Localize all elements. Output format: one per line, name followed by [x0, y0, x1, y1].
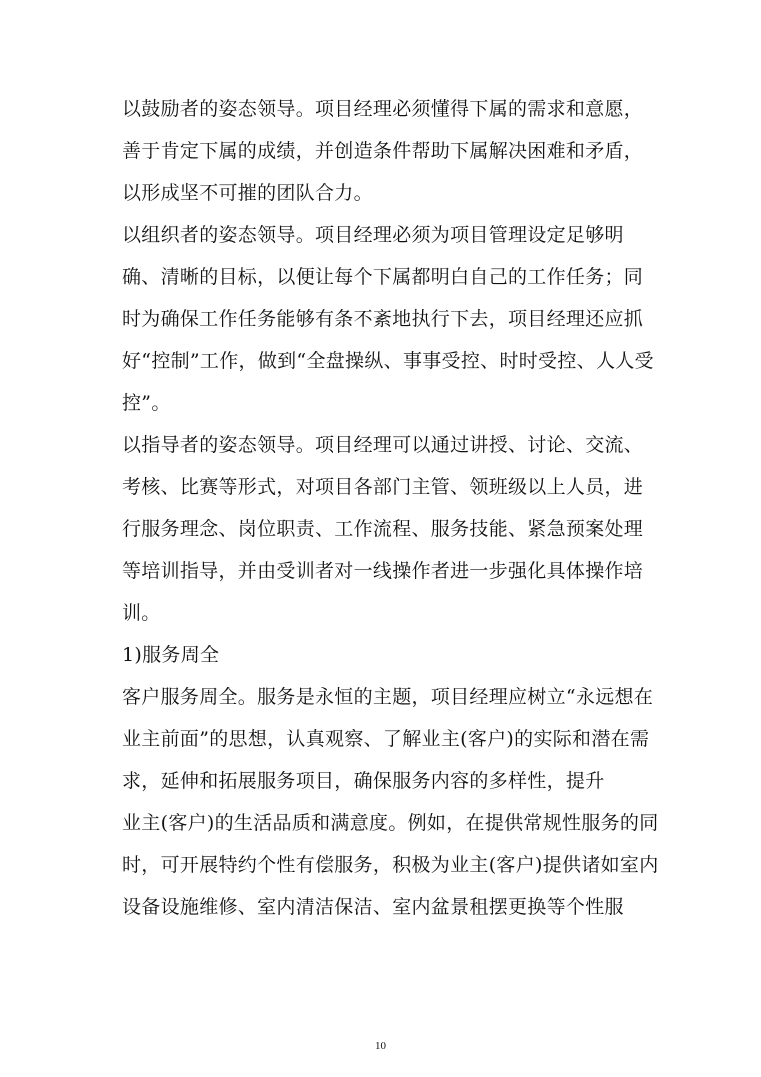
- text-line: 业主(客户)的生活品质和满意度。例如，在提供常规性服务的同: [122, 812, 659, 834]
- page-number: 10: [375, 1040, 386, 1052]
- text-line: 以组织者的姿态领导。项目经理必须为项目管理设定足够明: [122, 224, 624, 246]
- text-line: 考核、比赛等形式，对项目各部门主管、领班级以上人员，进: [122, 476, 644, 498]
- text-line: 以指导者的姿态领导。项目经理可以通过讲授、讨论、交流、: [122, 434, 644, 456]
- section-heading: 1)服务周全: [122, 644, 220, 666]
- text-line: 善于肯定下属的成绩，并创造条件帮助下属解决困难和矛盾，: [122, 140, 644, 162]
- text-line: 等培训指导，并由受训者对一线操作者进一步强化具体操作培: [122, 560, 644, 582]
- text-line: 以鼓励者的姿态领导。项目经理必须懂得下属的需求和意愿，: [122, 98, 644, 120]
- text-line: 业主前面”的思想，认真观察、了解业主(客户)的实际和潜在需: [122, 728, 650, 750]
- text-line: 训。: [122, 602, 161, 624]
- text-line: 行服务理念、岗位职责、工作流程、服务技能、紧急预案处理: [122, 518, 644, 540]
- text-line: 控”。: [122, 392, 171, 414]
- text-line: 求，延伸和拓展服务项目，确保服务内容的多样性，提升: [122, 770, 605, 792]
- text-line: 设备设施维修、室内清洁保洁、室内盆景租摆更换等个性服: [122, 896, 624, 918]
- body-text: [122, 88, 659, 928]
- text-line: 以形成坚不可摧的团队合力。: [122, 182, 373, 204]
- text-line: 确、清晰的目标，以便让每个下属都明白自己的工作任务；同: [122, 266, 644, 288]
- text-line: 时，可开展特约个性有偿服务，积极为业主(客户)提供诸如室内: [122, 854, 659, 876]
- text-line: 时为确保工作任务能够有条不紊地执行下去，项目经理还应抓: [122, 308, 644, 330]
- text-line: 好“控制”工作，做到“全盘操纵、事事受控、时时受控、人人受: [122, 350, 654, 372]
- text-line: 客户服务周全。服务是永恒的主题，项目经理应树立“永远想在: [122, 686, 654, 708]
